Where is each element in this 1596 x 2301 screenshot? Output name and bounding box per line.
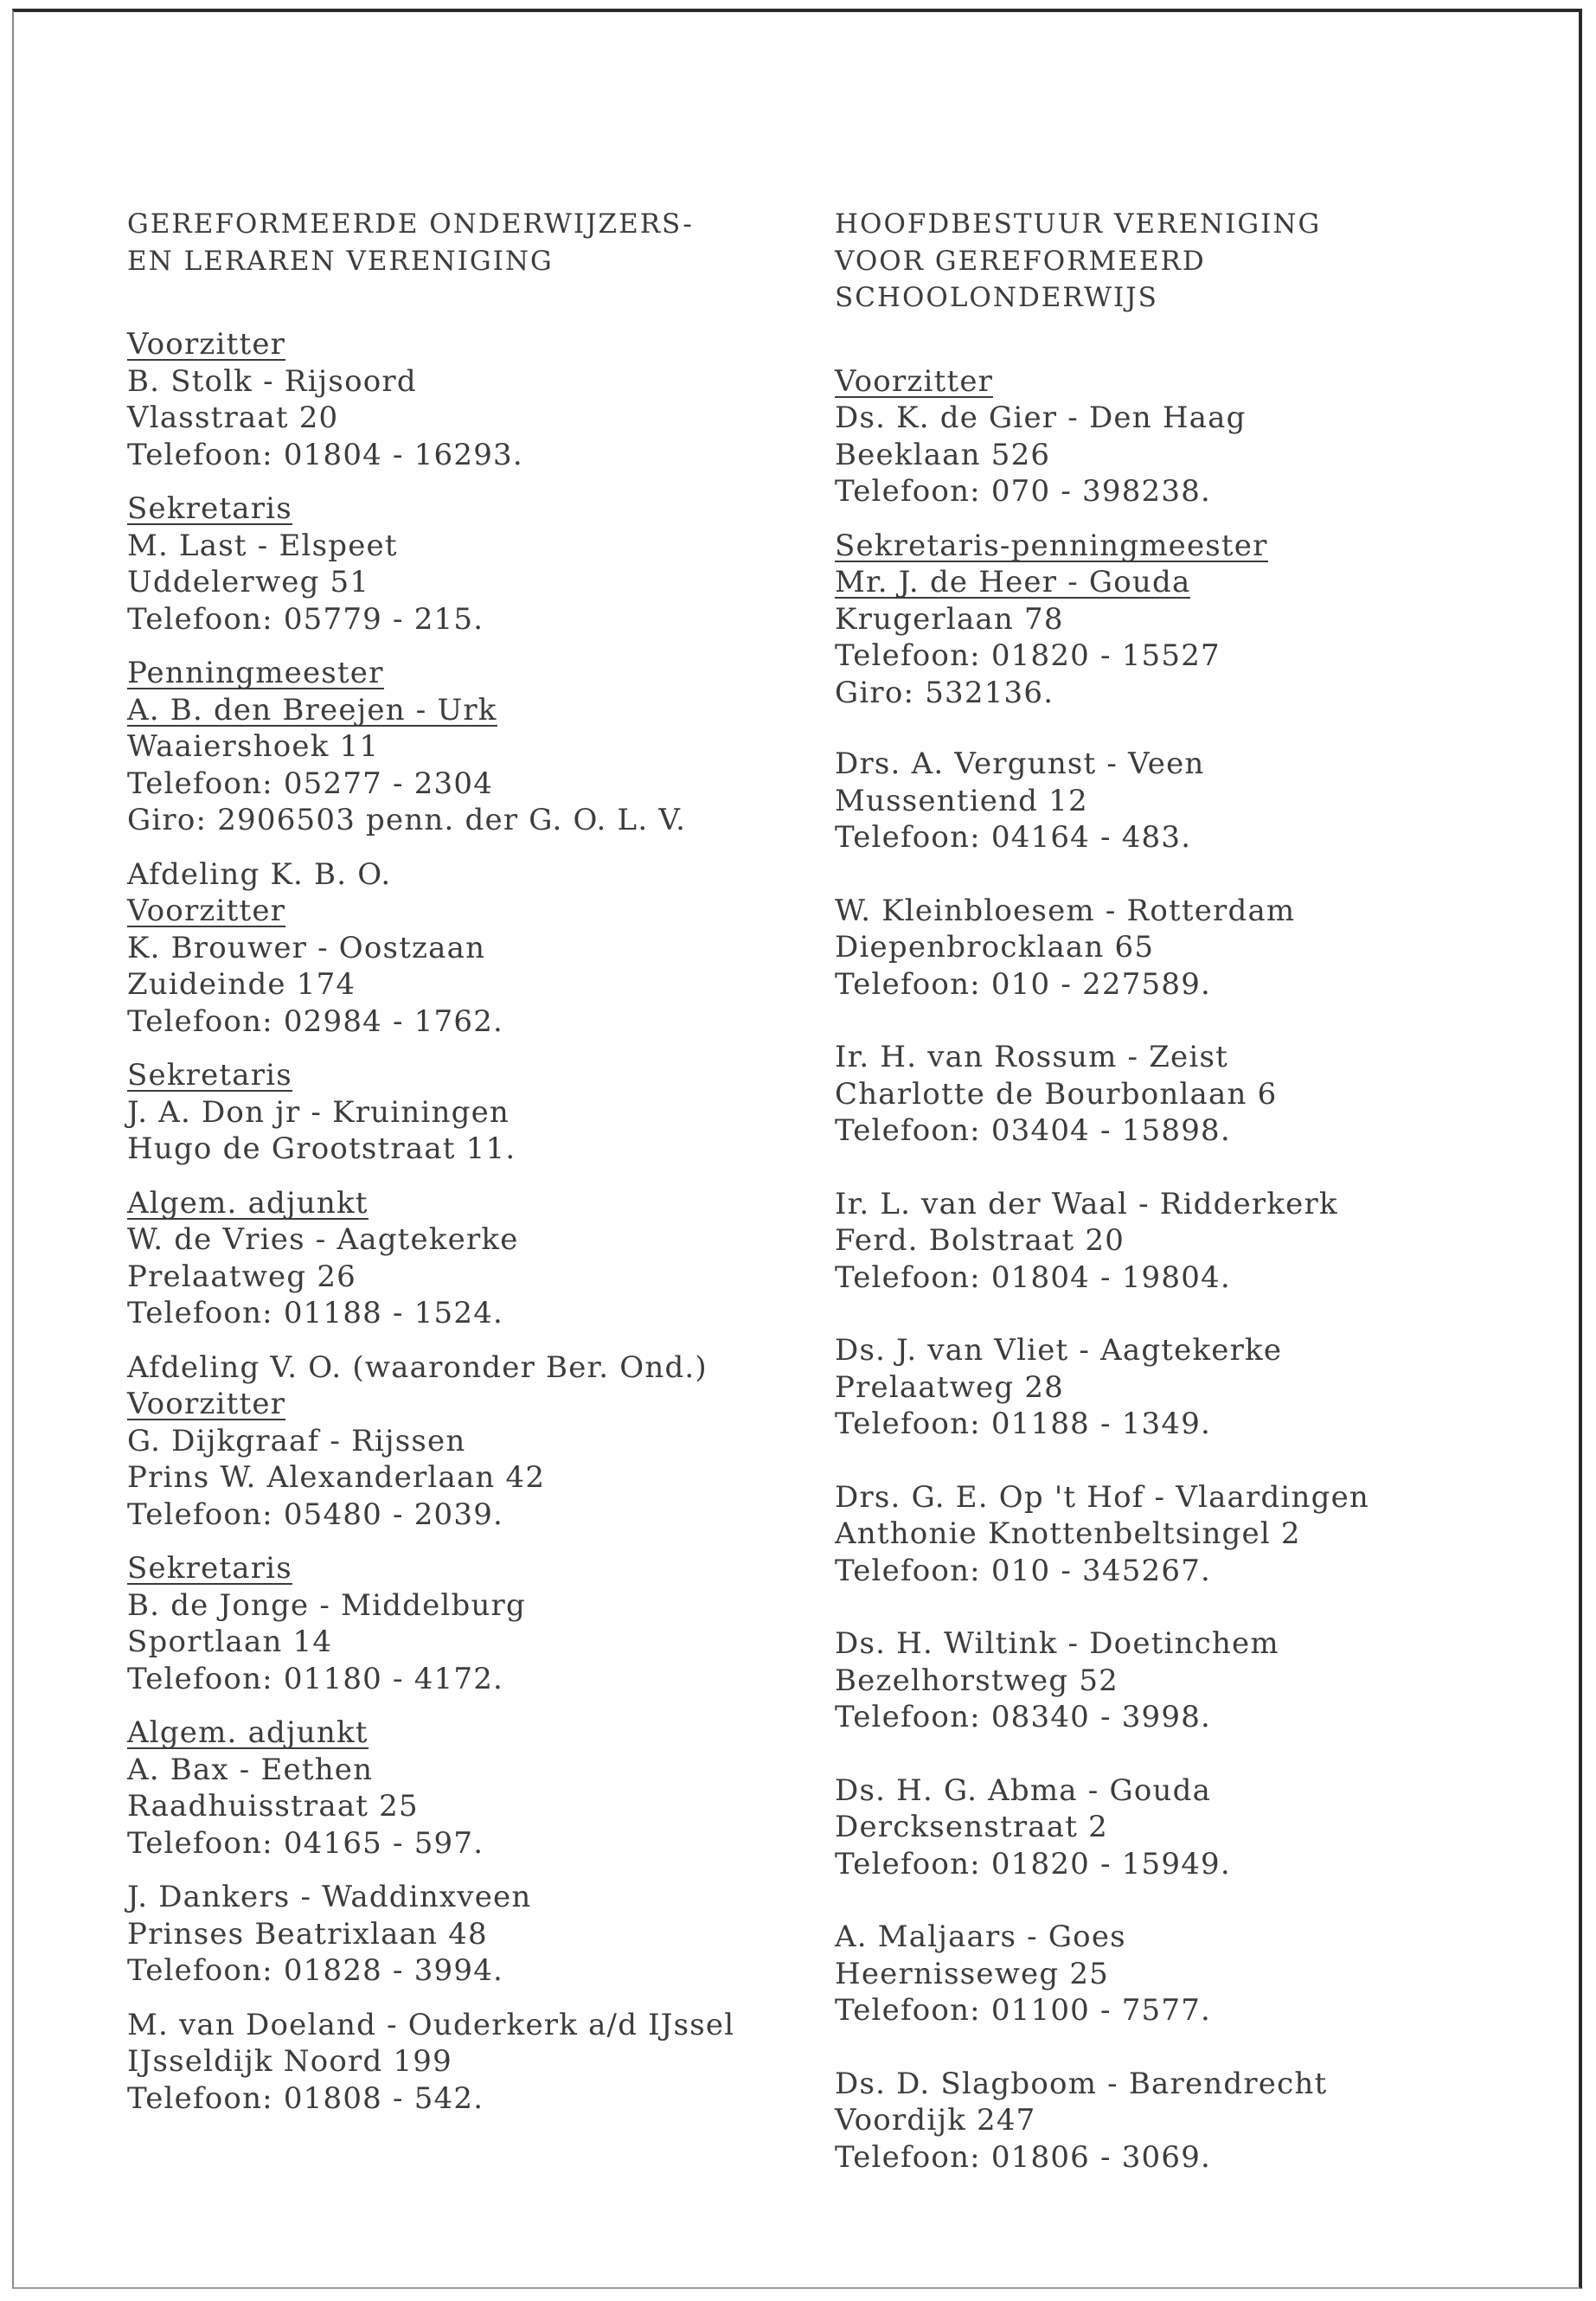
entry-text: Telefoon: 010 - 345267.: [835, 1553, 1212, 1588]
entry-line: [127, 655, 819, 692]
entry-line: [835, 473, 1544, 510]
directory-entry: [127, 1715, 819, 1862]
entry-text: Voordijk 247: [835, 2103, 1036, 2138]
entry-text: Heernisseweg 25: [835, 1956, 1109, 1991]
entry-line: [835, 1479, 1544, 1516]
directory-entry: [835, 1479, 1544, 1590]
entry-line: [127, 400, 819, 437]
entry-line: [835, 638, 1544, 675]
entry-line: [127, 728, 819, 766]
entry-text: Ir. L. van der Waal - Ridderkerk: [835, 1186, 1338, 1221]
entry-line: [127, 1459, 819, 1497]
entry-line: [835, 1516, 1544, 1553]
entry-text: Prins W. Alexanderlaan 42: [127, 1460, 546, 1495]
entry-text: Dercksenstraat 2: [835, 1810, 1108, 1844]
entry-line: [835, 363, 1544, 401]
entry-text: Telefoon: 01806 - 3069.: [835, 2139, 1212, 2175]
entry-line: [127, 1587, 819, 1625]
underlined-text: A. B. den Breejen - Urk: [127, 692, 497, 727]
entry-text: Charlotte de Bourbonlaan 6: [835, 1076, 1278, 1112]
entry-text: Telefoon: 01820 - 15527: [835, 638, 1221, 673]
entry-line: [127, 601, 819, 638]
entry-line: [835, 1919, 1544, 1956]
entry-text: Telefoon: 08340 - 3998.: [835, 1700, 1212, 1734]
heading-line: VOOR GEREFORMEERD: [835, 245, 1206, 277]
entry-line: [835, 819, 1544, 856]
entry-line: [127, 1752, 819, 1789]
directory-entry: [127, 655, 819, 839]
entry-text: G. Dijkgraaf - Rijssen: [127, 1423, 466, 1458]
entry-line: [127, 1259, 819, 1296]
entry-line: [127, 1624, 819, 1661]
underlined-text: Sekretaris: [127, 1058, 292, 1093]
entry-text: Krugerlaan 78: [835, 601, 1064, 637]
entry-line: [835, 2139, 1544, 2176]
right-column: [835, 206, 1544, 2212]
entry-line: [835, 1663, 1544, 1700]
directory-entry: [127, 1879, 819, 1990]
entry-text: Telefoon: 01180 - 4172.: [127, 1661, 504, 1696]
entry-line: [127, 1423, 819, 1460]
entry-line: [127, 2080, 819, 2118]
entry-line: [127, 802, 819, 839]
entry-text: Telefoon: 01188 - 1349.: [835, 1407, 1212, 1441]
entry-text: A. Bax - Eethen: [127, 1752, 374, 1787]
directory-entry: [835, 1772, 1544, 1883]
entry-text: Sportlaan 14: [127, 1625, 333, 1659]
entry-line: [835, 966, 1544, 1003]
left-column: [127, 206, 819, 2134]
underlined-text: Voorzitter: [127, 894, 286, 928]
entry-line: [835, 893, 1544, 930]
entry-line: [835, 1625, 1544, 1663]
left-heading: [127, 206, 819, 279]
entry-line: [835, 1772, 1544, 1810]
entry-line: [127, 1094, 819, 1131]
entry-text: Drs. G. E. Op 't Hof - Vlaardingen: [835, 1479, 1369, 1515]
entry-text: Anthonie Knottenbeltsingel 2: [835, 1516, 1301, 1551]
entry-text: Telefoon: 070 - 398238.: [835, 474, 1212, 509]
entry-line: [835, 1332, 1544, 1369]
directory-entry: [835, 1039, 1544, 1150]
entry-line: [835, 1956, 1544, 1993]
underlined-text: Voorzitter: [127, 1387, 286, 1421]
underlined-text: Sekretaris: [127, 491, 292, 526]
document-page: [12, 9, 1582, 2289]
entry-text: Telefoon: 04165 - 597.: [127, 1825, 484, 1861]
directory-entry: [835, 1625, 1544, 1736]
heading-line: SCHOOLONDERWIJS: [835, 282, 1158, 313]
entry-line: [127, 1295, 819, 1332]
entry-text: Telefoon: 05277 - 2304: [127, 766, 494, 801]
directory-entry: [835, 528, 1544, 712]
entry-line: [127, 490, 819, 528]
entry-text: IJsseldijk Noord 199: [127, 2044, 452, 2079]
entry-text: Telefoon: 04164 - 483.: [835, 820, 1192, 855]
heading-line: HOOFDBESTUUR VERENIGING: [835, 208, 1322, 240]
entry-line: [127, 1550, 819, 1587]
entry-line: [835, 1259, 1544, 1297]
entry-text: B. de Jonge - Middelburg: [127, 1587, 526, 1623]
entry-text: Ir. H. van Rossum - Zeist: [835, 1040, 1228, 1074]
entry-line: [127, 893, 819, 930]
entry-line: [835, 1992, 1544, 2029]
entry-line: [127, 766, 819, 803]
entry-line: [835, 2102, 1544, 2139]
entry-text: Uddelerweg 51: [127, 565, 370, 599]
entry-line: [127, 1057, 819, 1094]
entry-line: [835, 1809, 1544, 1846]
entry-text: Telefoon: 01804 - 16293.: [127, 437, 523, 472]
directory-entry: [835, 2066, 1544, 2176]
entry-line: [835, 1076, 1544, 1113]
entry-line: [127, 1386, 819, 1423]
directory-entry: [127, 2007, 819, 2118]
entry-line: [127, 326, 819, 363]
entry-line: [127, 2043, 819, 2080]
entry-line: [127, 1916, 819, 1953]
entry-text: Telefoon: 010 - 227589.: [835, 966, 1212, 1002]
entry-text: Waaiershoek 11: [127, 729, 380, 764]
entry-text: Telefoon: 01820 - 15949.: [835, 1846, 1231, 1881]
entry-text: J. A. Don jr - Kruiningen: [127, 1094, 510, 1130]
entry-text: Ds. J. van Vliet - Aagtekerke: [835, 1333, 1283, 1368]
entry-text: M. van Doeland - Ouderkerk a/d IJssel: [127, 2007, 735, 2042]
entry-line: [127, 692, 819, 729]
entry-text: Telefoon: 01100 - 7577.: [835, 1993, 1212, 2028]
underlined-text: Sekretaris: [127, 1551, 292, 1586]
entry-line: [835, 1406, 1544, 1443]
entry-text: Telefoon: 02984 - 1762.: [127, 1003, 504, 1039]
entry-line: [835, 564, 1544, 601]
entry-text: K. Brouwer - Oostzaan: [127, 930, 486, 965]
entry-line: [127, 966, 819, 1003]
directory-entry: [127, 326, 819, 473]
directory-entry: [835, 1919, 1544, 2029]
directory-entry: [835, 1332, 1544, 1443]
entry-line: [127, 1185, 819, 1222]
entry-line: [127, 1952, 819, 1990]
entry-text: Drs. A. Vergunst - Veen: [835, 747, 1205, 781]
entry-text: Giro: 2906503 penn. der G. O. L. V.: [127, 803, 687, 837]
entry-line: [835, 1186, 1544, 1223]
entry-text: Telefoon: 05480 - 2039.: [127, 1497, 504, 1532]
entry-line: [127, 1349, 819, 1387]
entry-line: [127, 2007, 819, 2044]
entry-line: [127, 1221, 819, 1259]
entry-line: [835, 528, 1544, 565]
entry-text: Telefoon: 01828 - 3994.: [127, 1953, 504, 1988]
entry-text: Telefoon: 01804 - 19804.: [835, 1259, 1231, 1295]
entry-text: Afdeling V. O. (waaronder Ber. Ond.): [127, 1349, 708, 1385]
entry-text: J. Dankers - Waddinxveen: [127, 1880, 532, 1914]
entry-line: [835, 1112, 1544, 1150]
entry-text: Beeklaan 526: [835, 437, 1051, 472]
right-heading: [835, 206, 1544, 317]
directory-entry: [835, 363, 1544, 510]
underlined-text: Sekretaris-penningmeester: [835, 528, 1268, 563]
entry-text: Hugo de Grootstraat 11.: [127, 1131, 516, 1166]
directory-entry: [127, 1349, 819, 1534]
entry-line: [835, 1699, 1544, 1736]
entry-text: Zuideinde 174: [127, 967, 356, 1002]
entry-text: W. de Vries - Aagtekerke: [127, 1222, 519, 1257]
heading-line: GEREFORMEERDE ONDERWIJZERS-: [127, 208, 694, 240]
entry-line: [835, 1846, 1544, 1883]
entry-line: [835, 746, 1544, 783]
left-entries: [127, 326, 819, 2117]
directory-entry: [835, 746, 1544, 856]
entry-line: [127, 1003, 819, 1041]
entry-text: M. Last - Elspeet: [127, 528, 398, 563]
entry-text: Prinses Beatrixlaan 48: [127, 1916, 488, 1952]
entry-line: [835, 437, 1544, 474]
entry-line: [127, 1131, 819, 1168]
entry-line: [835, 400, 1544, 437]
heading-line: EN LERAREN VERENIGING: [127, 245, 554, 277]
directory-entry: [127, 856, 819, 1041]
directory-entry: [127, 1185, 819, 1332]
underlined-text: Algem. adjunkt: [127, 1185, 369, 1221]
entry-line: [127, 437, 819, 474]
entry-line: [127, 528, 819, 565]
entry-text: Ds. H. G. Abma - Gouda: [835, 1772, 1212, 1808]
entry-text: Vlasstraat 20: [127, 401, 339, 435]
entry-text: Afdeling K. B. O.: [127, 856, 392, 892]
entry-text: Raadhuisstraat 25: [127, 1789, 419, 1823]
directory-entry: [127, 490, 819, 638]
underlined-text: Algem. adjunkt: [127, 1715, 369, 1750]
entry-text: Giro: 532136.: [835, 675, 1054, 710]
entry-text: A. Maljaars - Goes: [835, 1920, 1126, 1954]
entry-text: Prelaatweg 26: [127, 1259, 356, 1294]
entry-line: [835, 1369, 1544, 1407]
entry-line: [835, 2066, 1544, 2103]
entry-line: [127, 564, 819, 601]
entry-line: [127, 1788, 819, 1825]
entry-text: B. Stolk - Rijsoord: [127, 363, 417, 399]
underlined-text: Voorzitter: [835, 363, 994, 399]
entry-text: Ds. K. de Gier - Den Haag: [835, 401, 1247, 435]
entry-line: [835, 783, 1544, 820]
directory-entry: [835, 893, 1544, 1003]
directory-entry: [835, 1186, 1544, 1297]
right-entries: [835, 363, 1544, 2176]
entry-text: Telefoon: 01808 - 542.: [127, 2080, 484, 2116]
entry-line: [127, 1661, 819, 1698]
directory-entry: [127, 1550, 819, 1697]
entry-line: [835, 675, 1544, 712]
entry-text: Ds. H. Wiltink - Doetinchem: [835, 1626, 1279, 1661]
entry-text: Telefoon: 03404 - 15898.: [835, 1113, 1231, 1148]
entry-text: Ds. D. Slagboom - Barendrecht: [835, 2066, 1328, 2101]
entry-line: [127, 856, 819, 894]
entry-text: Mussentiend 12: [835, 783, 1088, 818]
entry-line: [835, 1039, 1544, 1076]
entry-line: [127, 930, 819, 967]
entry-line: [127, 363, 819, 401]
entry-line: [127, 1715, 819, 1752]
entry-line: [127, 1825, 819, 1862]
entry-line: [835, 601, 1544, 638]
entry-text: Prelaatweg 28: [835, 1369, 1064, 1405]
entry-line: [835, 1553, 1544, 1590]
entry-text: Telefoon: 05779 - 215.: [127, 601, 484, 637]
entry-text: W. Kleinbloesem - Rotterdam: [835, 893, 1296, 928]
entry-text: Bezelhorstweg 52: [835, 1663, 1119, 1698]
entry-line: [835, 929, 1544, 966]
underlined-text: Voorzitter: [127, 327, 286, 362]
entry-text: Telefoon: 01188 - 1524.: [127, 1296, 504, 1330]
entry-text: Diepenbrocklaan 65: [835, 930, 1155, 965]
entry-text: Ferd. Bolstraat 20: [835, 1223, 1125, 1258]
entry-line: [127, 1497, 819, 1534]
underlined-text: Mr. J. de Heer - Gouda: [835, 565, 1191, 599]
entry-line: [835, 1222, 1544, 1259]
entry-line: [127, 1879, 819, 1916]
directory-entry: [127, 1057, 819, 1168]
underlined-text: Penningmeester: [127, 656, 384, 690]
